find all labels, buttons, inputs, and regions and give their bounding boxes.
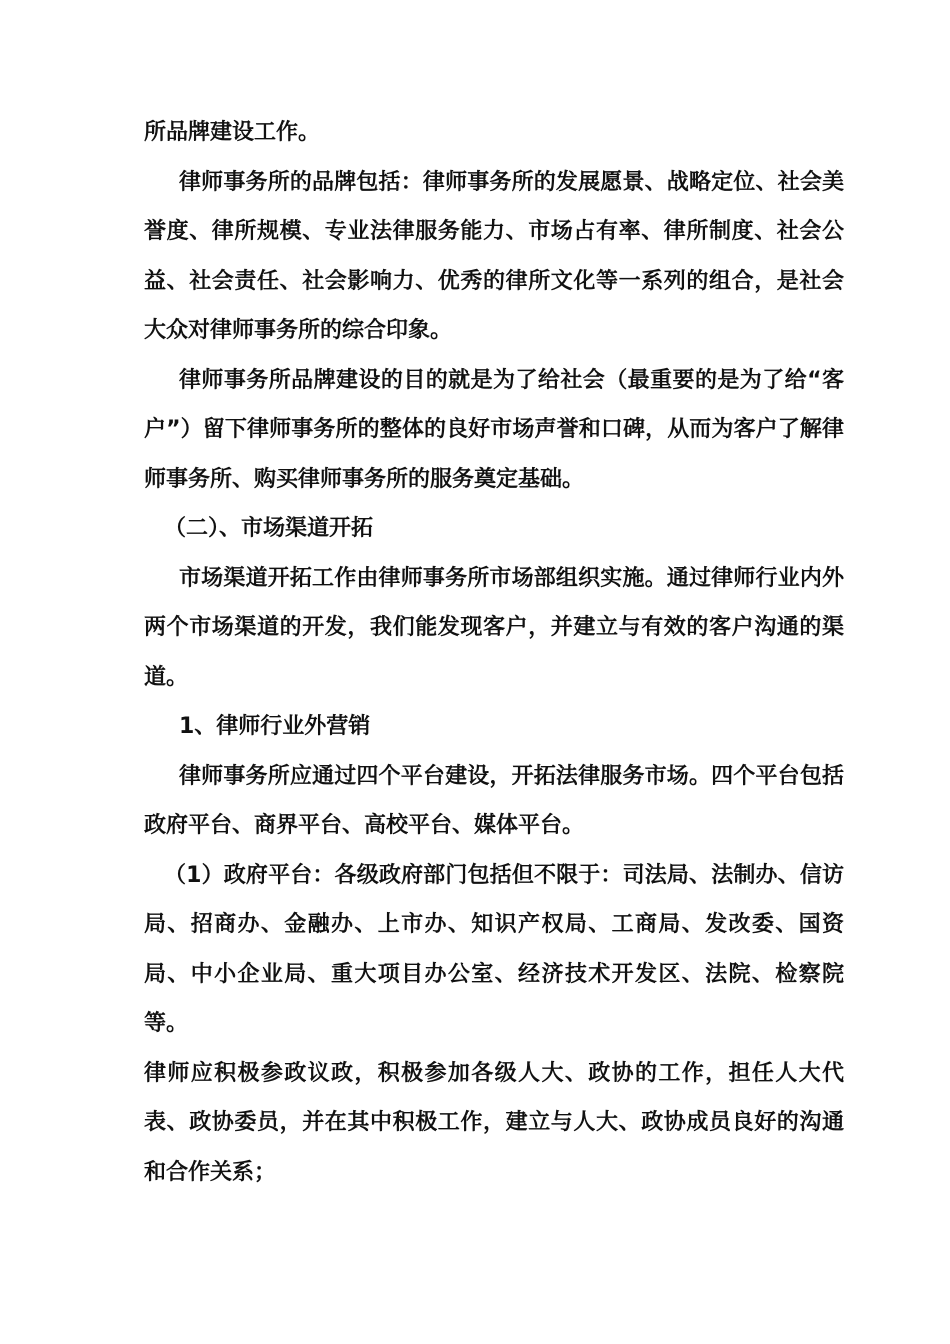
paragraph-four-platforms: 律师事务所应通过四个平台建设，开拓法律服务市场。四个平台包括政府平台、商界平台、高校平台、媒体平台。 <box>144 763 844 838</box>
paragraph-political-participation: 律师应积极参政议政，积极参加各级人大、政协的工作，担任人大代表、政协委员，并在其中积极工作，建立与人大、政协成员良好的沟通和合作关系； <box>144 1060 844 1185</box>
subheading-external-marketing: 1、律师行业外营销 <box>179 714 371 739</box>
section-heading-market-channels: （二）、市场渠道开拓 <box>164 516 374 541</box>
paragraph-continuation: 所品牌建设工作。 <box>144 120 321 145</box>
paragraph-government-platform: （1）政府平台：各级政府部门包括但不限于：司法局、法制办、信访局、招商办、金融办、上市办、知识产权局、工商局、发改委、国资局、中小企业局、重大项目办公室、经济技术开发区、法院、检察院等。 <box>144 862 844 1036</box>
document-body <box>144 108 844 1197</box>
paragraph-brand-definition: 律师事务所的品牌包括：律师事务所的发展愿景、战略定位、社会美誉度、律所规模、专业法律服务能力、市场占有率、律所制度、社会公益、社会责任、社会影响力、优秀的律所文化等一系列的组合，是社会大众对律师事务所的综合印象。 <box>144 169 844 343</box>
paragraph-market-channels: 市场渠道开拓工作由律师事务所市场部组织实施。通过律师行业内外两个市场渠道的开发，我们能发现客户，并建立与有效的客户沟通的渠道。 <box>144 565 844 690</box>
paragraph-brand-purpose: 律师事务所品牌建设的目的就是为了给社会（最重要的是为了给“客户”）留下律师事务所的整体的良好市场声誉和口碑，从而为客户了解律师事务所、购买律师事务所的服务奠定基础。 <box>144 367 844 492</box>
